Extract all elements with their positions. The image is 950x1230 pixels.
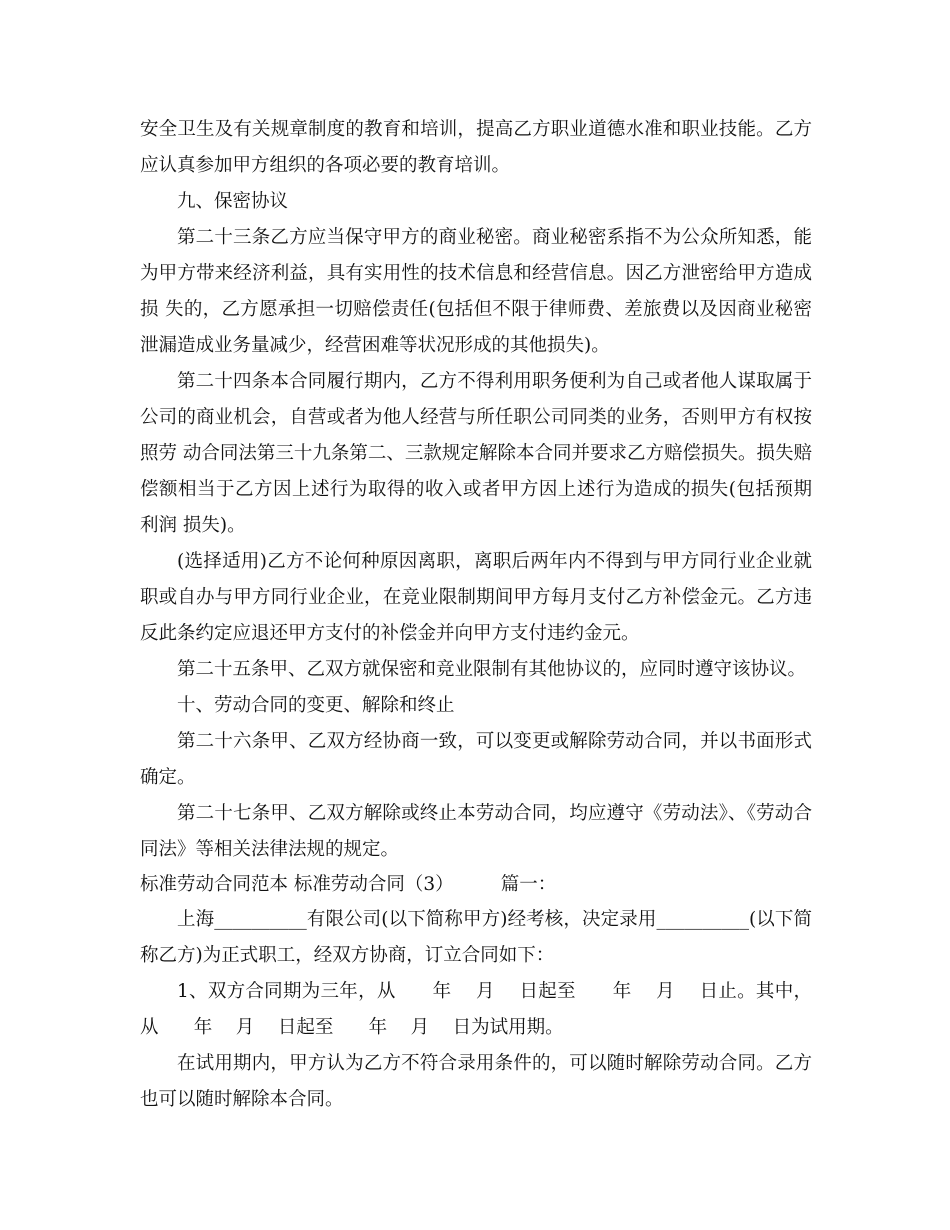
article-24: 第二十四条本合同履行期内，乙方不得利用职务便利为自己或者他人谋取属于公司的商业机会，自营或者为他人经营与所任职公司同类的业务，否则甲方有权按照劳 动合同法第三十九条第二、三款规定解除本合同并要求乙方赔偿损失。损失赔偿额相当于乙方因上述行为取得的收入或者甲方因上述行为造成的损失(包括预期利润 损失)。 — [140, 371, 812, 536]
probation-clause: 在试用期内，甲方认为乙方不符合录用条件的，可以随时解除劳动合同。乙方也可以随时解除本合同。 — [140, 1053, 812, 1110]
contract-term-clause: 1、双方合同期为三年，从 年 月 日起至 年 月 日止。其中，从 年 月 日起至 年 月 日为试用期。 — [140, 981, 812, 1038]
paragraph-training: 安全卫生及有关规章制度的教育和培训，提高乙方职业道德水准和职业技能。乙方应认真参加甲方组织的各项必要的教育培训。 — [140, 119, 812, 176]
article-27: 第二十七条甲、乙双方解除或终止本劳动合同，均应遵守《劳动法》、《劳动合同法》等相关法律法规的规定。 — [140, 803, 812, 860]
document-body — [140, 112, 812, 1118]
template-title: 标准劳动合同范本 标准劳动合同（3） 篇一： — [140, 874, 557, 895]
article-26: 第二十六条甲、乙双方经协商一致，可以变更或解除劳动合同，并以书面形式确定。 — [140, 731, 812, 788]
article-23: 第二十三条乙方应当保守甲方的商业秘密。商业秘密系指不为公众所知悉，能为甲方带来经济利益，具有实用性的技术信息和经营信息。因乙方泄密给甲方造成损 失的，乙方愿承担一切赔偿责任(包括但不限于律师费、差旅费以及因商业秘密泄漏造成业务量减少，经营困难等状况形成的其他损失)。 — [140, 227, 812, 356]
non-compete-clause: (选择适用)乙方不论何种原因离职，离职后两年内不得到与甲方同行业企业就职或自办与甲方同行业企业，在竞业限制期间甲方每月支付乙方补偿金元。乙方违反此条约定应退还甲方支付的补偿金并向甲方支付违约金元。 — [140, 551, 812, 644]
article-25: 第二十五条甲、乙双方就保密和竞业限制有其他协议的，应同时遵守该协议。 — [177, 659, 807, 680]
contract-preamble: 上海__________有限公司(以下简称甲方)经考核，决定录用__________(以下简称乙方)为正式职工，经双方协商，订立合同如下： — [140, 909, 812, 966]
section-heading-termination: 十、劳动合同的变更、解除和终止 — [177, 695, 455, 716]
section-heading-confidentiality: 九、保密协议 — [177, 191, 289, 212]
